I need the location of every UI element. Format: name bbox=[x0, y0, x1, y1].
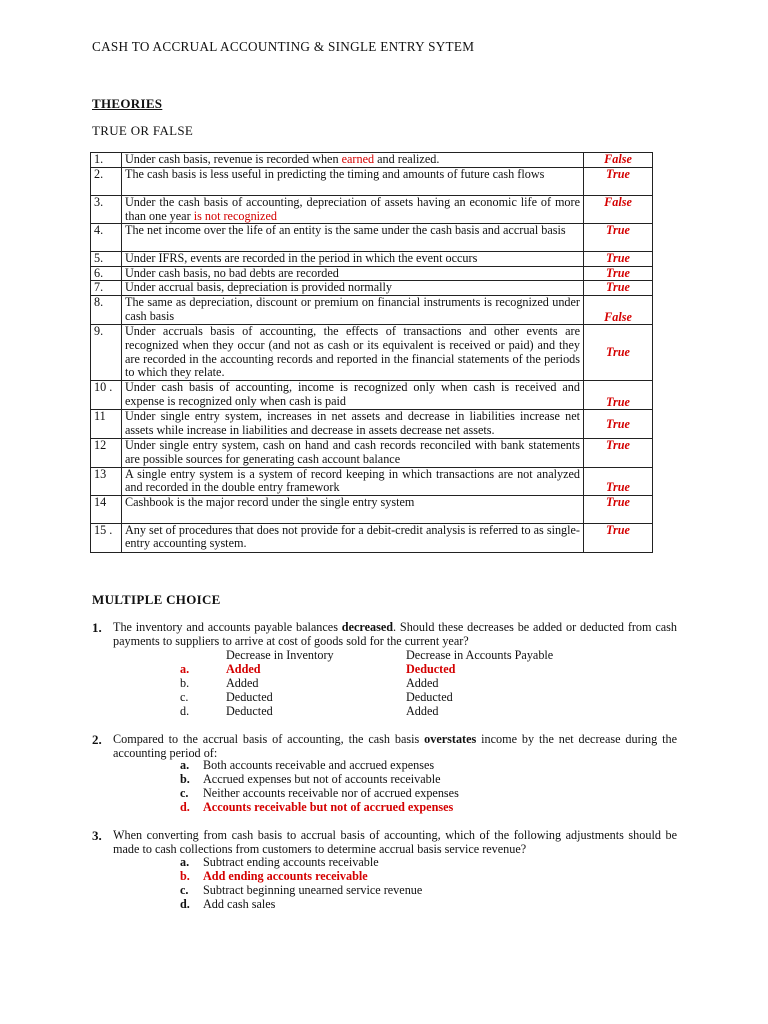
q1-option-payable: Deducted bbox=[406, 690, 453, 704]
tf-row bbox=[91, 439, 653, 467]
tf-item-number: 10 . bbox=[91, 381, 122, 410]
q1-option-letter: c. bbox=[180, 690, 189, 704]
option-letter: b. bbox=[180, 772, 190, 786]
tf-row bbox=[91, 153, 653, 168]
tf-answer: True bbox=[584, 224, 653, 252]
option-text: Add ending accounts receivable bbox=[203, 869, 368, 883]
option-text: Accrued expenses but not of accounts receivable bbox=[203, 772, 441, 786]
tf-answer: True bbox=[584, 168, 653, 196]
tf-statement: Under accruals basis of accounting, the effects of transactions and other events are recognized when they occur (and not as cash or its equivalent is received or paid) and they are recorded in the accounting records and reported in the financial statements of the periods to which they relate. bbox=[122, 325, 584, 381]
option-text: Both accounts receivable and accrued expenses bbox=[203, 758, 435, 772]
tf-row bbox=[91, 196, 653, 224]
option-letter: c. bbox=[180, 883, 189, 897]
tf-item-number: 13 bbox=[91, 467, 122, 495]
q1-option-letter: b. bbox=[180, 676, 190, 690]
question-3 bbox=[92, 829, 677, 856]
tf-row bbox=[91, 224, 653, 252]
tf-row bbox=[91, 281, 653, 296]
q1-option-inventory: Added bbox=[226, 676, 259, 690]
q1-option-letter: a. bbox=[180, 662, 190, 676]
tf-row bbox=[91, 252, 653, 267]
tf-statement: Under cash basis of accounting, income is recognized only when cash is received and expense is recognized only when cash is paid bbox=[122, 381, 584, 410]
tf-row bbox=[91, 523, 653, 552]
q1-col1-header: Decrease in Inventory bbox=[226, 648, 334, 662]
tf-statement: Under the cash basis of accounting, depreciation of assets having an economic life of more than one year is not recognized bbox=[122, 196, 584, 224]
q3-option bbox=[180, 898, 275, 912]
tf-statement: The same as depreciation, discount or premium on financial instruments is recognized under cash basis bbox=[122, 296, 584, 325]
q1-option-payable: Added bbox=[406, 676, 439, 690]
option-text: Accounts receivable but not of accrued expenses bbox=[203, 800, 454, 814]
tf-item-number: 7. bbox=[91, 281, 122, 296]
tf-statement: The cash basis is less useful in predicting the timing and amounts of future cash flows bbox=[122, 168, 584, 196]
option-letter: a. bbox=[180, 758, 190, 772]
tf-item-number: 1. bbox=[91, 153, 122, 168]
tf-statement: Cashbook is the major record under the single entry system bbox=[122, 495, 584, 523]
q1-option-payable: Deducted bbox=[406, 662, 456, 676]
document-title: CASH TO ACCRUAL ACCOUNTING & SINGLE ENTRY SYTEM bbox=[92, 39, 475, 54]
tf-item-number: 8. bbox=[91, 296, 122, 325]
q1-option-inventory: Deducted bbox=[226, 704, 273, 718]
tf-answer: True bbox=[584, 439, 653, 467]
tf-item-number: 15 . bbox=[91, 523, 122, 552]
tf-statement: Under IFRS, events are recorded in the period in which the event occurs bbox=[122, 252, 584, 267]
tf-row bbox=[91, 495, 653, 523]
tf-item-number: 11 bbox=[91, 410, 122, 439]
tf-item-number: 6. bbox=[91, 266, 122, 281]
tf-answer: True bbox=[584, 410, 653, 439]
tf-statement: Any set of procedures that does not provide for a debit-credit analysis is referred to as single-entry accounting system. bbox=[122, 523, 584, 552]
tf-row bbox=[91, 266, 653, 281]
tf-item-number: 5. bbox=[91, 252, 122, 267]
q3-option bbox=[180, 856, 379, 870]
option-letter: d. bbox=[180, 800, 190, 814]
question-number: 1. bbox=[92, 620, 102, 635]
tf-answer: True bbox=[584, 266, 653, 281]
tf-item-number: 12 bbox=[91, 439, 122, 467]
tf-row bbox=[91, 325, 653, 381]
tf-statement: Under single entry system, cash on hand and cash records reconciled with bank statements are possible sources for generating cash account balance bbox=[122, 439, 584, 467]
tf-item-number: 3. bbox=[91, 196, 122, 224]
tf-statement: Under cash basis, no bad debts are recorded bbox=[122, 266, 584, 281]
q1-option-letter: d. bbox=[180, 704, 190, 718]
q1-option-inventory: Deducted bbox=[226, 690, 273, 704]
tf-answer: True bbox=[584, 495, 653, 523]
question-text: The inventory and accounts payable balances decreased. Should these decreases be added or deducted from cash payments to suppliers to arrive at cost of goods sold for the current year? bbox=[113, 620, 678, 648]
question-1 bbox=[92, 621, 677, 648]
option-text: Subtract beginning unearned service revenue bbox=[203, 883, 423, 897]
tf-row bbox=[91, 296, 653, 325]
tf-statement: The net income over the life of an entity is the same under the cash basis and accrual basis bbox=[122, 224, 584, 252]
tf-answer: True bbox=[584, 381, 653, 410]
option-text: Subtract ending accounts receivable bbox=[203, 855, 379, 869]
tf-answer: True bbox=[584, 252, 653, 267]
q2-option bbox=[180, 787, 459, 801]
tf-answer: True bbox=[584, 325, 653, 381]
q3-option bbox=[180, 870, 368, 884]
option-text: Add cash sales bbox=[203, 897, 276, 911]
tf-item-number: 4. bbox=[91, 224, 122, 252]
tf-row bbox=[91, 381, 653, 410]
q2-option bbox=[180, 773, 441, 787]
tf-answer: True bbox=[584, 281, 653, 296]
option-text: Neither accounts receivable nor of accrued expenses bbox=[203, 786, 459, 800]
tf-answer: True bbox=[584, 523, 653, 552]
tf-statement: Under single entry system, increases in net assets and decrease in liabilities increase net assets while increase in liabilities and decrease in assets decrease net assets. bbox=[122, 410, 584, 439]
q2-option bbox=[180, 801, 453, 815]
tf-row bbox=[91, 467, 653, 495]
option-letter: d. bbox=[180, 897, 190, 911]
multiple-choice-heading: MULTIPLE CHOICE bbox=[92, 592, 221, 607]
option-letter: b. bbox=[180, 869, 190, 883]
tf-row bbox=[91, 410, 653, 439]
q1-col2-header: Decrease in Accounts Payable bbox=[406, 648, 554, 662]
true-or-false-heading: TRUE OR FALSE bbox=[92, 123, 194, 138]
option-letter: a. bbox=[180, 855, 190, 869]
question-number: 2. bbox=[92, 732, 102, 747]
tf-answer: False bbox=[584, 196, 653, 224]
question-number: 3. bbox=[92, 828, 102, 843]
tf-item-number: 14 bbox=[91, 495, 122, 523]
q1-option-inventory: Added bbox=[226, 662, 261, 676]
q2-option bbox=[180, 759, 434, 773]
question-text: When converting from cash basis to accrual basis of accounting, which of the following adjustments should be made to cash collections from customers to determine accrual basis service revenue? bbox=[113, 828, 677, 856]
tf-answer: False bbox=[584, 153, 653, 168]
tf-statement: Under cash basis, revenue is recorded when earned and realized. bbox=[122, 153, 584, 168]
question-text: Compared to the accrual basis of accounting, the cash basis overstates income by the net decrease during the accounting period of: bbox=[113, 732, 677, 760]
tf-row bbox=[91, 168, 653, 196]
tf-answer: True bbox=[584, 467, 653, 495]
option-letter: c. bbox=[180, 786, 189, 800]
tf-statement: A single entry system is a system of record keeping in which transactions are not analyzed and recorded in the double entry framework bbox=[122, 467, 584, 495]
tf-answer: False bbox=[584, 296, 653, 325]
q3-option bbox=[180, 884, 422, 898]
q1-option-payable: Added bbox=[406, 704, 439, 718]
question-2 bbox=[92, 733, 677, 760]
tf-item-number: 2. bbox=[91, 168, 122, 196]
true-false-table bbox=[90, 152, 653, 553]
tf-item-number: 9. bbox=[91, 325, 122, 381]
tf-statement: Under accrual basis, depreciation is provided normally bbox=[122, 281, 584, 296]
theories-heading: THEORIES bbox=[92, 96, 163, 111]
